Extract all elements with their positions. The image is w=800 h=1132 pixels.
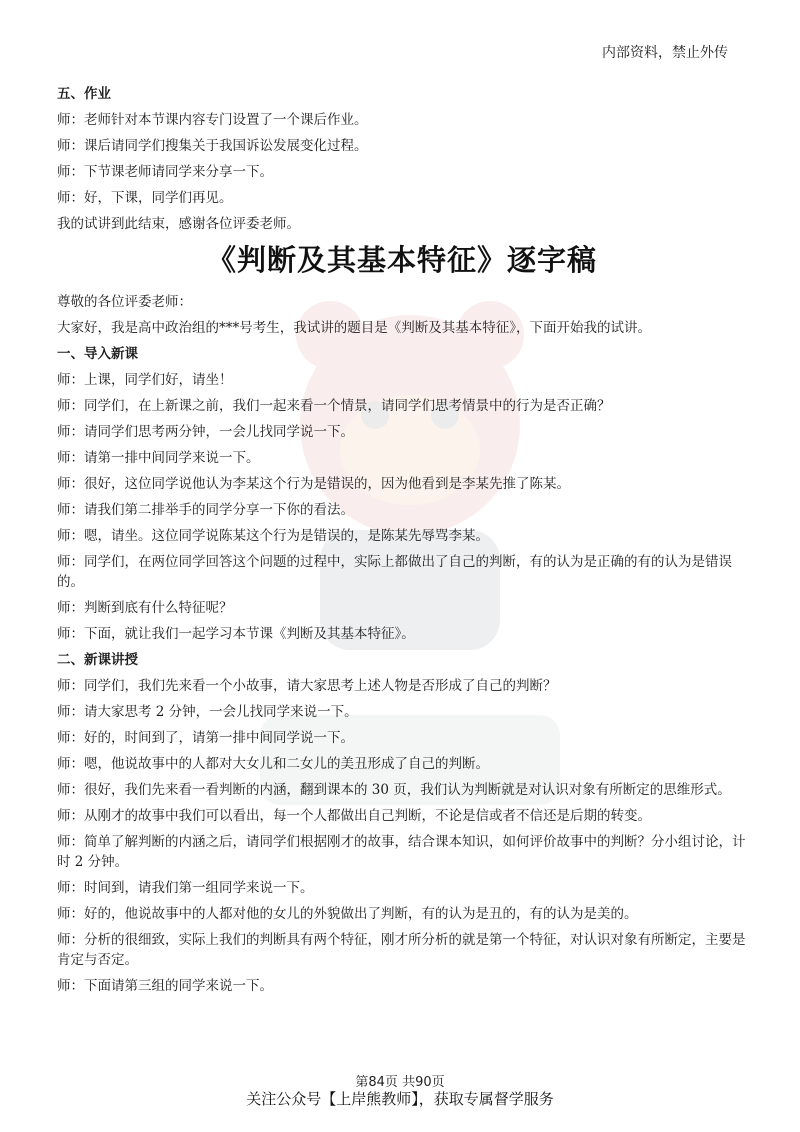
closing-line: 我的试讲到此结束，感谢各位评委老师。 bbox=[57, 216, 300, 232]
section-two-line: 师：请大家思考 2 分钟，一会儿找同学来说一下。 bbox=[57, 704, 358, 720]
section-two-line: 师：分析的很细致，实际上我们的判断具有两个特征，刚才所分析的就是第一个特征，对认识对象有所断定，主要是肯定与否定。 bbox=[57, 932, 746, 968]
section-five-line: 师：老师针对本节课内容专门设置了一个课后作业。 bbox=[57, 112, 368, 128]
section-one-line: 师：上课，同学们好，请坐！ bbox=[57, 372, 233, 388]
section-one-line: 师：很好，这位同学说他认为李某这个行为是错误的，因为他看到是李某先推了陈某。 bbox=[57, 476, 570, 492]
opening-line: 大家好，我是高中政治组的***号考生，我试讲的题目是《判断及其基本特征》，下面开始我的试讲。 bbox=[57, 320, 651, 336]
section-five-heading: 五、作业 bbox=[57, 86, 111, 102]
section-two-line: 师：简单了解判断的内涵之后，请同学们根据刚才的故事，结合课本知识，如何评价故事中的判断？分小组讨论，计时 2 分钟。 bbox=[57, 834, 746, 870]
greeting-line: 尊敬的各位评委老师： bbox=[57, 294, 192, 310]
section-two-line: 师：很好，我们先来看一看判断的内涵，翻到课本的 30 页，我们认为判断就是对认识对象有所断定的思维形式。 bbox=[57, 782, 731, 798]
section-one-line: 师：同学们，在两位同学回答这个问题的过程中，实际上都做出了自己的判断，有的认为是正确的有的认为是错误的。 bbox=[57, 554, 732, 590]
section-two-line: 师：好的，他说故事中的人都对他的女儿的外貌做出了判断，有的认为是丑的，有的认为是美的。 bbox=[57, 906, 638, 922]
page-number: 第84页 共90页 bbox=[355, 1075, 445, 1090]
section-one-heading: 一、导入新课 bbox=[57, 346, 138, 362]
section-five-line: 师：好，下课，同学们再见。 bbox=[57, 190, 233, 206]
document-title: 《判断及其基本特征》逐字稿 bbox=[206, 243, 597, 277]
footer-promo: 关注公众号【上岸熊教师】，获取专属督学服务 bbox=[246, 1090, 554, 1108]
section-one-line: 师：嗯，请坐。这位同学说陈某这个行为是错误的，是陈某先辱骂李某。 bbox=[57, 528, 489, 544]
section-one-line: 师：判断到底有什么特征呢？ bbox=[57, 600, 233, 616]
section-two-line: 师：好的，时间到了，请第一排中间同学说一下。 bbox=[57, 730, 354, 746]
section-two-line: 师：嗯，他说故事中的人都对大女儿和二女儿的美丑形成了自己的判断。 bbox=[57, 756, 489, 772]
section-two-line: 师：时间到，请我们第一组同学来说一下。 bbox=[57, 880, 314, 896]
section-five-line: 师：下节课老师请同学来分享一下。 bbox=[57, 164, 273, 180]
section-one-line: 师：同学们，在上新课之前，我们一起来看一个情景，请同学们思考情景中的行为是否正确？ bbox=[57, 398, 611, 414]
document-body bbox=[57, 84, 747, 1002]
section-two-heading: 二、新课讲授 bbox=[57, 652, 138, 668]
section-one-line: 师：请第一排中间同学来说一下。 bbox=[57, 450, 260, 466]
section-two-line: 师：从刚才的故事中我们可以看出，每一个人都做出自己判断，不论是信或者不信还是后期的转变。 bbox=[57, 808, 651, 824]
section-five-line: 师：课后请同学们搜集关于我国诉讼发展变化过程。 bbox=[57, 138, 368, 154]
section-one-line: 师：下面，就让我们一起学习本节课《判断及其基本特征》。 bbox=[57, 626, 415, 642]
section-two-line: 师：同学们，我们先来看一个小故事，请大家思考上述人物是否形成了自己的判断？ bbox=[57, 678, 557, 694]
section-one-line: 师：请我们第二排举手的同学分享一下你的看法。 bbox=[57, 502, 354, 518]
section-two-line: 师：下面请第三组的同学来说一下。 bbox=[57, 978, 273, 994]
confidential-notice: 内部资料，禁止外传 bbox=[602, 45, 728, 61]
section-one-line: 师：请同学们思考两分钟，一会儿找同学说一下。 bbox=[57, 424, 354, 440]
